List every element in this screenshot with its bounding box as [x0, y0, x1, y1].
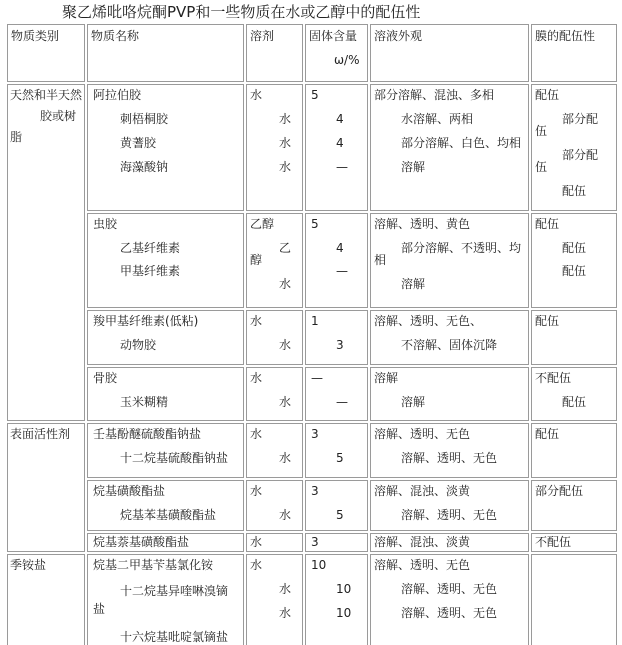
solvent-cell — [246, 367, 303, 421]
appearance-cell — [370, 480, 529, 531]
appearance-cell — [370, 554, 529, 645]
appearance-value: 部分溶解、白色、均相 — [401, 136, 522, 150]
solid-value: — — [311, 371, 323, 385]
solvent-value: 水 — [250, 427, 263, 441]
solvent-value: 水 — [250, 314, 263, 328]
solvent-value: 水 — [250, 535, 263, 549]
substance-name: 烷基磺酸酯盐 — [93, 484, 166, 498]
category-text: 胶或树 — [40, 109, 77, 123]
header-cell-solvent — [246, 24, 303, 82]
solvent-value: 水 — [279, 395, 292, 409]
compat-value: 配伍 — [562, 395, 587, 409]
solid-value: 5 — [336, 508, 344, 522]
header-appearance-label: 溶液外观 — [374, 29, 423, 43]
substance-name: 壬基酚醚硫酸酯钠盐 — [93, 427, 202, 441]
compat-value: 配伍 — [535, 427, 560, 441]
substance-name: 虫胶 — [93, 217, 118, 231]
compat-value: 伍 — [535, 160, 548, 174]
appearance-value: 相 — [374, 253, 387, 267]
solvent-cell — [246, 554, 303, 645]
header-solid-label: 固体含量 — [309, 29, 358, 43]
substance-name: 刺梧桐胶 — [120, 112, 169, 126]
solvent-value: 水 — [250, 88, 263, 102]
name-cell — [87, 554, 244, 645]
solid-value: 10 — [336, 606, 352, 620]
page-title: 聚乙烯吡咯烷酮PVP和一些物质在水或乙醇中的配伍性 — [62, 3, 421, 21]
appearance-cell — [370, 367, 529, 421]
appearance-value: 溶解、混浊、淡黄 — [374, 535, 471, 549]
compat-cell — [531, 84, 617, 211]
solid-value: 4 — [336, 241, 344, 255]
substance-name: 海藻酸钠 — [120, 160, 169, 174]
solvent-cell — [246, 480, 303, 531]
category-cell-quaternary — [7, 554, 85, 645]
header-solvent-label: 溶剂 — [250, 29, 275, 43]
appearance-value: 溶解、透明、无色 — [401, 606, 498, 620]
solid-cell — [305, 213, 368, 308]
solvent-value: 水 — [279, 582, 292, 596]
solvent-value: 水 — [279, 451, 292, 465]
appearance-value: 溶解、透明、无色 — [374, 427, 471, 441]
substance-name: 盐 — [93, 602, 106, 616]
solid-value: 10 — [336, 582, 352, 596]
compat-value: 伍 — [535, 124, 548, 138]
name-cell — [87, 480, 244, 531]
solvent-value: 水 — [250, 558, 263, 572]
category-cell-natural — [7, 84, 85, 421]
name-cell — [87, 367, 244, 421]
name-cell — [87, 84, 244, 211]
substance-name: 黄蓍胶 — [120, 136, 157, 150]
solid-cell — [305, 554, 368, 645]
name-cell — [87, 533, 244, 552]
solid-cell — [305, 310, 368, 365]
compat-cell — [531, 213, 617, 308]
appearance-value: 溶解、透明、无色 — [401, 582, 498, 596]
appearance-cell — [370, 423, 529, 478]
solid-value: — — [336, 160, 348, 174]
header-category-label: 物质类别 — [11, 29, 60, 43]
name-cell — [87, 423, 244, 478]
appearance-value: 溶解 — [401, 277, 426, 291]
compat-value: 配伍 — [535, 314, 560, 328]
compat-value: 配伍 — [562, 264, 587, 278]
compat-cell — [531, 480, 617, 531]
header-cell-appearance — [370, 24, 529, 82]
substance-name: 烷基二甲基苄基氯化铵 — [93, 558, 214, 572]
appearance-value: 水溶解、两相 — [401, 112, 474, 126]
header-solid-unit: ω/% — [334, 53, 360, 67]
category-text: 表面活性剂 — [10, 427, 71, 441]
appearance-value: 溶解 — [374, 371, 399, 385]
compat-value: 配伍 — [535, 217, 560, 231]
appearance-value: 溶解、透明、无色 — [374, 558, 471, 572]
compat-cell — [531, 554, 617, 645]
compat-cell — [531, 310, 617, 365]
solid-cell — [305, 84, 368, 211]
solvent-cell — [246, 310, 303, 365]
appearance-cell — [370, 84, 529, 211]
appearance-cell — [370, 533, 529, 552]
solvent-value: 水 — [279, 160, 292, 174]
compat-value: 不配伍 — [535, 535, 572, 549]
appearance-cell — [370, 310, 529, 365]
substance-name: 烷基萘基磺酸酯盐 — [93, 535, 190, 549]
solid-value: 10 — [311, 558, 327, 572]
compat-value: 部分配 — [562, 112, 599, 126]
substance-name: 乙基纤维素 — [120, 241, 181, 255]
compat-value: 配伍 — [562, 241, 587, 255]
appearance-value: 溶解、透明、无色 — [401, 451, 498, 465]
category-text: 季铵盐 — [10, 558, 47, 572]
solid-value: 3 — [311, 484, 319, 498]
solid-value: 4 — [336, 136, 344, 150]
substance-name: 烷基苯基磺酸酯盐 — [120, 508, 217, 522]
appearance-value: 部分溶解、不透明、均 — [401, 241, 522, 255]
appearance-value: 溶解 — [401, 395, 426, 409]
solid-value: 5 — [311, 217, 319, 231]
appearance-value: 溶解、混浊、淡黄 — [374, 484, 471, 498]
substance-name: 羧甲基纤维素(低粘) — [93, 314, 199, 328]
solid-value: 5 — [336, 451, 344, 465]
solid-value: 3 — [311, 535, 319, 549]
compat-cell — [531, 367, 617, 421]
solvent-value: 水 — [279, 606, 292, 620]
header-cell-category — [7, 24, 85, 82]
solvent-value: 水 — [279, 112, 292, 126]
solid-value: 3 — [336, 338, 344, 352]
solvent-cell — [246, 423, 303, 478]
solid-value: 3 — [311, 427, 319, 441]
solid-cell — [305, 367, 368, 421]
appearance-cell — [370, 213, 529, 308]
header-name-label: 物质名称 — [91, 29, 140, 43]
appearance-value: 不溶解、固体沉降 — [401, 338, 498, 352]
header-cell-compat — [531, 24, 617, 82]
solid-value: — — [336, 395, 348, 409]
solvent-cell — [246, 213, 303, 308]
solid-value: — — [336, 264, 348, 278]
compatibility-table — [7, 24, 618, 645]
header-cell-name — [87, 24, 244, 82]
substance-name: 十六烷基吡啶氯镝盐 — [120, 630, 229, 644]
solid-cell — [305, 423, 368, 478]
substance-name: 动物胶 — [120, 338, 157, 352]
solvent-value: 乙 — [279, 241, 292, 255]
solid-value: 5 — [311, 88, 319, 102]
compat-value: 配伍 — [562, 184, 587, 198]
substance-name: 甲基纤维素 — [120, 264, 181, 278]
compat-cell — [531, 423, 617, 478]
solid-value: 4 — [336, 112, 344, 126]
solid-cell — [305, 480, 368, 531]
solvent-value: 乙醇 — [250, 217, 275, 231]
compat-cell — [531, 533, 617, 552]
solvent-value: 醇 — [250, 253, 263, 267]
solid-cell — [305, 533, 368, 552]
appearance-value: 溶解、透明、无色 — [401, 508, 498, 522]
appearance-value: 溶解 — [401, 160, 426, 174]
appearance-value: 部分溶解、混浊、多相 — [374, 88, 495, 102]
substance-name: 十二烷基异喹啉溴镝 — [120, 584, 229, 598]
solvent-value: 水 — [279, 338, 292, 352]
solvent-value: 水 — [250, 484, 263, 498]
solvent-value: 水 — [250, 371, 263, 385]
category-text: 脂 — [10, 130, 23, 144]
compat-value: 部分配伍 — [535, 484, 584, 498]
category-text: 天然和半天然 — [10, 88, 83, 102]
solvent-value: 水 — [279, 277, 292, 291]
substance-name: 阿拉伯胶 — [93, 88, 142, 102]
appearance-value: 溶解、透明、黄色 — [374, 217, 471, 231]
solid-value: 1 — [311, 314, 319, 328]
header-compat-label: 膜的配伍性 — [535, 29, 596, 43]
substance-name: 玉米糊精 — [120, 395, 169, 409]
name-cell — [87, 310, 244, 365]
substance-name: 十二烷基硫酸酯钠盐 — [120, 451, 229, 465]
compat-value: 不配伍 — [535, 371, 572, 385]
compat-value: 配伍 — [535, 88, 560, 102]
header-cell-solid — [305, 24, 368, 82]
solvent-value: 水 — [279, 508, 292, 522]
compat-value: 部分配 — [562, 148, 599, 162]
solvent-cell — [246, 84, 303, 211]
substance-name: 骨胶 — [93, 371, 118, 385]
name-cell — [87, 213, 244, 308]
solvent-cell — [246, 533, 303, 552]
category-cell-surfactant — [7, 423, 85, 552]
appearance-value: 溶解、透明、无色、 — [374, 314, 483, 328]
solvent-value: 水 — [279, 136, 292, 150]
